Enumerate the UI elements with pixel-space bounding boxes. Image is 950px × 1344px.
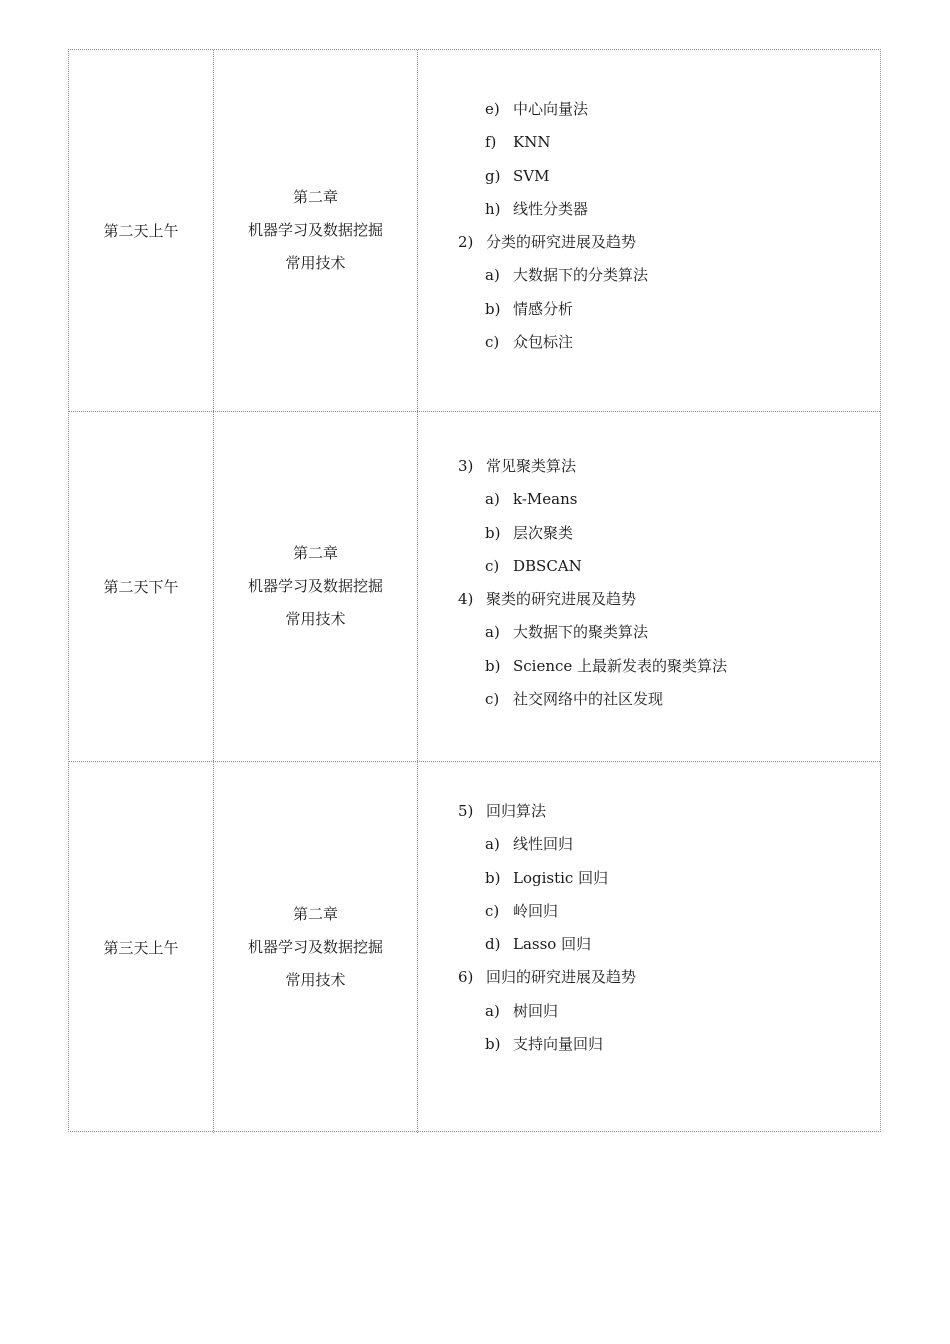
list-marker: 3) xyxy=(458,457,474,475)
list-text: 层次聚类 xyxy=(513,523,574,542)
chapter-line: 常用技术 xyxy=(285,971,346,989)
chapter-line: 第二章 xyxy=(292,905,338,923)
topic-list xyxy=(458,93,648,359)
list-marker: a) xyxy=(485,1001,500,1020)
list-item xyxy=(458,326,648,359)
list-text: SVM xyxy=(513,166,550,185)
list-text: 树回归 xyxy=(513,1001,559,1020)
list-text: 大数据下的分类算法 xyxy=(513,266,649,285)
schedule-row xyxy=(69,411,880,761)
list-item xyxy=(458,995,636,1028)
content-cell xyxy=(418,50,880,411)
list-text: 聚类的研究进展及趋势 xyxy=(486,590,637,609)
list-marker: 5) xyxy=(458,802,474,820)
list-item xyxy=(458,862,636,895)
list-text: 回归算法 xyxy=(486,802,547,820)
list-marker: b) xyxy=(485,299,501,318)
list-text: 常见聚类算法 xyxy=(486,457,577,475)
list-marker: b) xyxy=(485,1035,501,1054)
list-item xyxy=(458,293,648,326)
topic-list xyxy=(458,795,636,1061)
list-marker: d) xyxy=(485,935,501,954)
list-marker: b) xyxy=(485,656,501,675)
list-item xyxy=(458,1028,636,1061)
list-text: 大数据下的聚类算法 xyxy=(513,623,649,642)
list-marker: b) xyxy=(485,523,501,542)
chapter-line: 机器学习及数据挖掘 xyxy=(247,221,383,239)
list-text: 线性回归 xyxy=(513,835,574,854)
list-text: 社交网络中的社区发现 xyxy=(513,690,664,709)
chapter-cell xyxy=(214,50,418,411)
chapter-line: 常用技术 xyxy=(285,254,346,272)
list-marker: g) xyxy=(485,166,501,185)
list-text: 岭回归 xyxy=(513,901,559,920)
list-item xyxy=(458,93,648,126)
list-text: 分类的研究进展及趋势 xyxy=(486,233,637,252)
list-text: k-Means xyxy=(513,490,578,509)
content-cell xyxy=(418,412,880,761)
list-marker: a) xyxy=(485,266,500,285)
list-marker: b) xyxy=(485,868,501,887)
list-item xyxy=(458,928,636,961)
list-text: 线性分类器 xyxy=(513,199,589,218)
list-item xyxy=(458,259,648,292)
list-item xyxy=(458,683,727,716)
list-item xyxy=(458,483,727,516)
list-text: 众包标注 xyxy=(513,333,574,352)
list-item xyxy=(458,126,648,159)
schedule-row xyxy=(69,761,880,1133)
list-text: 情感分析 xyxy=(513,299,574,318)
session-time: 第二天上午 xyxy=(69,50,214,411)
list-marker: 6) xyxy=(458,968,474,987)
list-text: 支持向量回归 xyxy=(513,1035,604,1054)
list-item xyxy=(458,160,648,193)
list-text: 回归的研究进展及趋势 xyxy=(486,968,637,987)
topic-list xyxy=(458,450,727,716)
schedule-table xyxy=(68,49,881,1132)
chapter-line: 机器学习及数据挖掘 xyxy=(247,577,383,595)
list-item xyxy=(458,961,636,994)
list-text: Lasso 回归 xyxy=(513,935,592,954)
list-marker: a) xyxy=(485,835,500,854)
list-text: KNN xyxy=(513,133,551,152)
list-marker: 2) xyxy=(458,233,474,252)
list-marker: 4) xyxy=(458,590,474,609)
chapter-cell xyxy=(214,412,418,761)
list-item xyxy=(458,550,727,583)
list-item xyxy=(458,650,727,683)
list-item xyxy=(458,895,636,928)
list-text: 中心向量法 xyxy=(513,100,589,118)
list-marker: c) xyxy=(485,690,500,709)
chapter-line: 第二章 xyxy=(292,188,338,206)
list-item xyxy=(458,517,727,550)
list-text: Science 上最新发表的聚类算法 xyxy=(513,656,728,675)
list-marker: e) xyxy=(485,100,500,118)
list-marker: h) xyxy=(485,199,501,218)
list-marker: c) xyxy=(485,333,500,352)
chapter-line: 第二章 xyxy=(292,544,338,562)
chapter-cell xyxy=(214,762,418,1133)
list-item xyxy=(458,226,648,259)
list-item xyxy=(458,193,648,226)
chapter-line: 机器学习及数据挖掘 xyxy=(247,938,383,956)
schedule-row xyxy=(69,50,880,411)
list-item xyxy=(458,616,727,649)
list-text: Logistic 回归 xyxy=(513,868,609,887)
list-marker: c) xyxy=(485,901,500,920)
list-item xyxy=(458,583,727,616)
list-item xyxy=(458,450,727,483)
list-marker: f) xyxy=(485,133,497,152)
list-item xyxy=(458,828,636,861)
session-time: 第三天上午 xyxy=(69,762,214,1133)
chapter-line: 常用技术 xyxy=(285,610,346,628)
list-text: DBSCAN xyxy=(513,556,582,575)
content-cell xyxy=(418,762,880,1133)
list-marker: a) xyxy=(485,623,500,642)
list-marker: a) xyxy=(485,490,500,509)
list-item xyxy=(458,795,636,828)
list-marker: c) xyxy=(485,556,500,575)
session-time: 第二天下午 xyxy=(69,412,214,761)
